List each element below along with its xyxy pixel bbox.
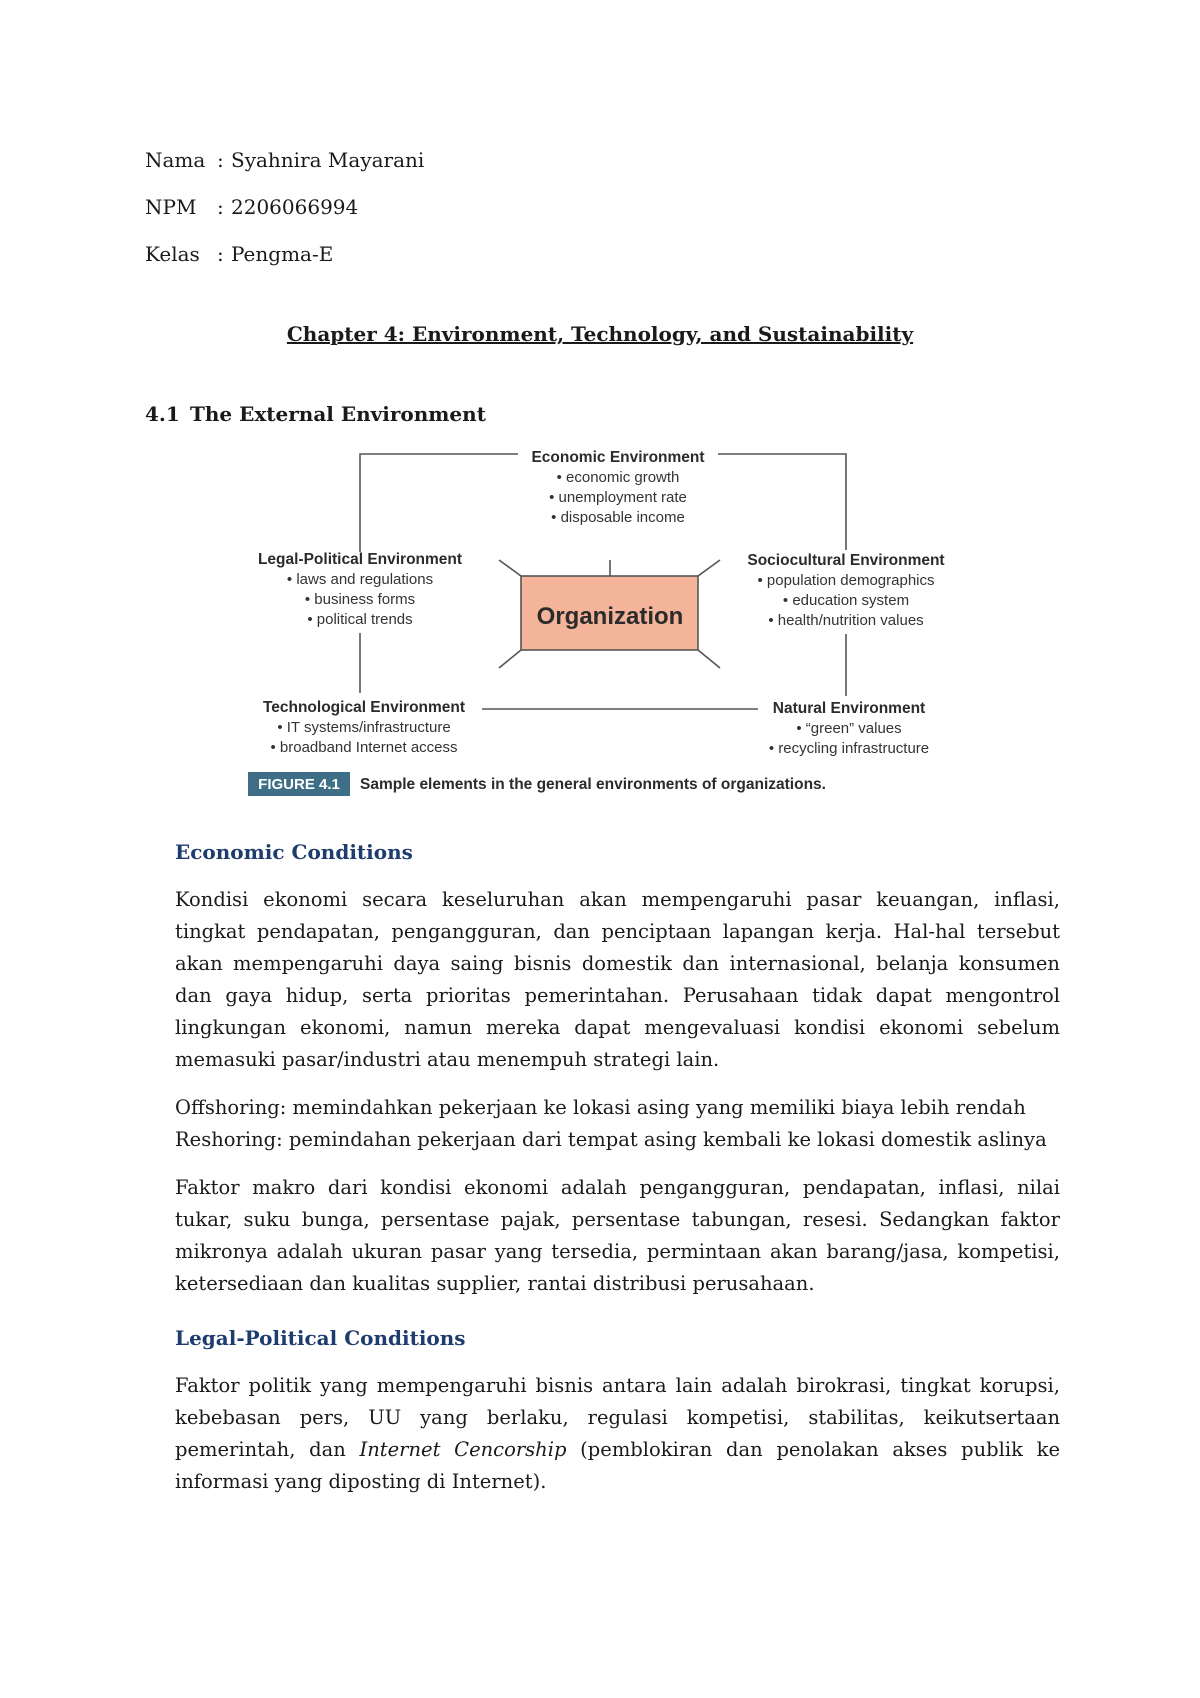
legal-item: • laws and regulations (286, 571, 434, 588)
legal-text-end: (pemblokiran dan penolakan akses publik ke informasi yang diposting di Internet). (175, 1438, 1060, 1493)
sociocultural-item: • education system (782, 592, 910, 609)
paragraph-legal (175, 1370, 1060, 1498)
legal-text-start: Faktor politik yang mempengaruhi bisnis antara lain adalah birokrasi, tingkat korupsi, kebebasan pers, UU yang berlaku, regulasi kompetisi, stabilitas, keikutsertaan pemerintah, dan (175, 1374, 1060, 1461)
figure-caption-text: Sample elements in the general environments of organizations. (360, 776, 826, 793)
section-number: 4.1 (145, 402, 180, 426)
info-separator: : (217, 195, 224, 219)
legal-text-italic: Internet Cencorship (359, 1438, 567, 1461)
natural-item: • “green” values (796, 720, 902, 737)
technological-item: • broadband Internet access (270, 739, 458, 756)
organization-label: Organization (536, 603, 684, 630)
connector-org-topleft (499, 560, 521, 576)
economic-item: • disposable income (551, 509, 685, 526)
info-label: Nama (145, 148, 206, 172)
line-reshoring: Reshoring: pemindahan pekerjaan dari tempat asing kembali ke lokasi domestik aslinya (175, 1128, 1047, 1151)
info-value: 2206066994 (231, 195, 359, 219)
line-offshoring: Offshoring: memindahkan pekerjaan ke lokasi asing yang memiliki biaya lebih rendah (175, 1096, 1026, 1119)
info-separator: : (217, 148, 224, 172)
natural-item: • recycling infrastructure (768, 740, 930, 757)
natural-title: Natural Environment (772, 700, 926, 717)
figure-caption-label: FIGURE 4.1 (258, 776, 340, 793)
connector-org-bottomright (698, 650, 720, 668)
economic-title: Economic Environment (531, 449, 705, 466)
connector-economic-sociocultural (718, 454, 846, 550)
legal-title: Legal-Political Environment (257, 551, 463, 568)
heading-legal-political-conditions: Legal-Political Conditions (175, 1326, 466, 1350)
paragraph-economic-1: Kondisi ekonomi secara keseluruhan akan mempengaruhi pasar keuangan, inflasi, tingkat pendapatan, pengangguran, dan penciptaan lapangan kerja. Hal-hal tersebut akan mempengaruhi daya saing bisnis domestik dan internasional, belanja konsumen dan gaya hidup, serta prioritas pemerintahan. Perusahaan tidak dapat mengontrol lingkungan ekonomi, namun mereka dapat mengevaluasi kondisi ekonomi sebelum memasuki pasar/industri atau menempuh strategi lain. (175, 888, 1060, 1071)
connector-org-topright (698, 560, 720, 576)
technological-item: • IT systems/infrastructure (277, 719, 451, 736)
figure-general-environments (240, 448, 966, 804)
chapter-title: Chapter 4: Environment, Technology, and Sustainability (286, 322, 914, 346)
info-value: Pengma-E (231, 242, 334, 266)
sociocultural-item: • health/nutrition values (768, 612, 924, 629)
connector-economic-legal (360, 454, 518, 552)
sociocultural-title: Sociocultural Environment (747, 552, 945, 569)
info-row-kelas (145, 242, 333, 266)
legal-item: • political trends (307, 611, 413, 628)
section-title: The External Environment (190, 402, 486, 426)
info-label: NPM (145, 195, 197, 219)
info-row-npm (145, 195, 358, 219)
economic-item: • economic growth (556, 469, 680, 486)
legal-item: • business forms (304, 591, 416, 608)
technological-title: Technological Environment (262, 699, 466, 716)
info-row-nama (145, 148, 424, 172)
section-heading (145, 402, 486, 426)
economic-item: • unemployment rate (549, 489, 687, 506)
heading-economic-conditions: Economic Conditions (175, 840, 413, 864)
info-value: Syahnira Mayarani (231, 148, 425, 172)
info-separator: : (217, 242, 224, 266)
environment-diagram (240, 448, 966, 804)
sociocultural-item: • population demographics (757, 572, 935, 589)
info-label: Kelas (145, 242, 200, 266)
paragraph-economic-2: Faktor makro dari kondisi ekonomi adalah pengangguran, pendapatan, inflasi, nilai tukar, suku bunga, persentase pajak, persentase tabungan, resesi. Sedangkan faktor mikronya adalah ukuran pasar yang tersedia, permintaan akan barang/jasa, kompetisi, ketersediaan dan kualitas supplier, rantai distribusi perusahaan. (175, 1176, 1060, 1295)
connector-org-bottomleft (499, 650, 521, 668)
